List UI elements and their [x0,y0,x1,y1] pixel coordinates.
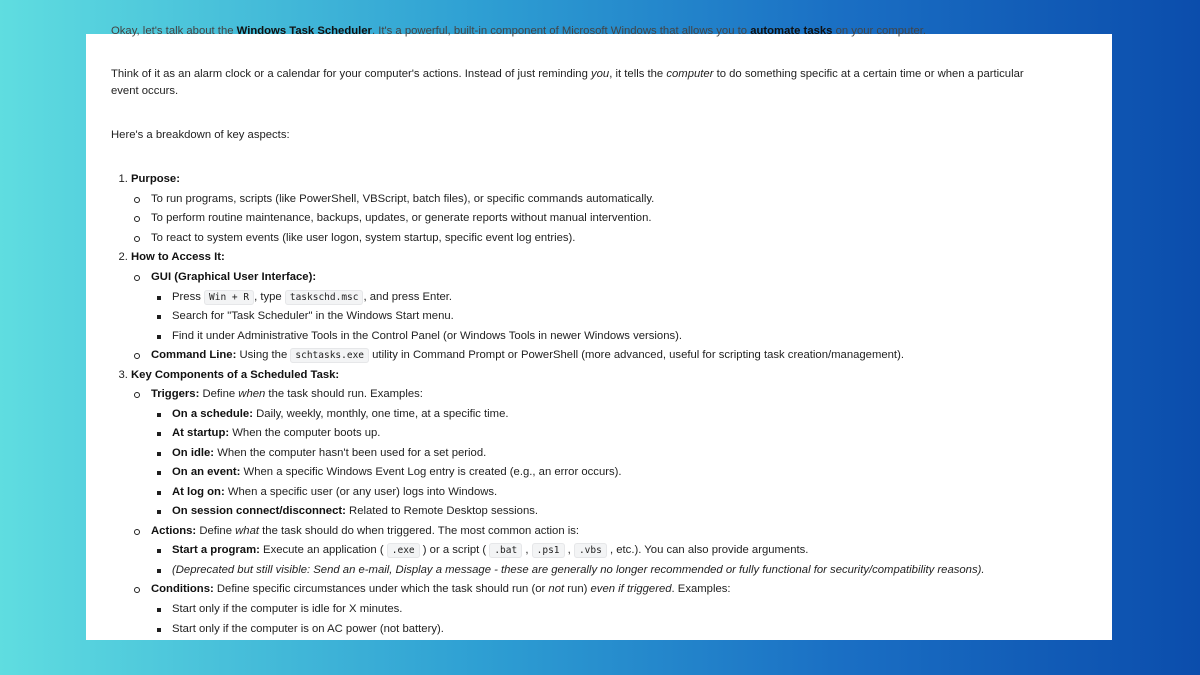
list-item-gui: GUI (Graphical User Interface): Press Win + R , type taskschd.msc , and press Enter. Search for "Task Scheduler" in the Windows Start menu. Find it under Administrative Tools in the Control Panel (or Windows Tools in newer Windows versions). [149,268,1092,346]
list-item: On session connect/disconnect: Related to Remote Desktop sessions. [172,502,1092,522]
list-item: To run programs, scripts (like PowerShell, VBScript, batch files), or specific commands automatically. [149,190,1092,210]
list-item: Start only if the computer is on AC power (not battery). [172,620,1092,640]
list-item: On an event: When a specific Windows Event Log entry is created (e.g., an error occurs). [172,463,1092,483]
code-snippet: Win + R [204,290,254,305]
list-item: (Deprecated but still visible: Send an e-mail, Display a message - these are generally no longer recommended or fully functional for security/compatibility reasons). [172,561,1092,581]
analogy-paragraph: Think of it as an alarm clock or a calendar for your computer's actions. Instead of just reminding you, it tells the computer to do something specific at a certain time or when a particular event occurs. [111,68,1024,97]
section-components [131,366,1092,639]
list-item: Press Win + R , type taskschd.msc , and press Enter. [172,288,1092,308]
list-item: To react to system events (like user logon, system startup, specific event log entries). [149,229,1092,249]
key-aspects-list [111,170,1092,639]
list-item-actions: Actions: Define what the task should do when triggered. The most common action is: Start a program: Execute an application ( .exe ) or a script ( .bat , .ps1 , .vbs , etc.). You can also provide arguments. (Deprecated but still visible: Send an e-mail, Display a message - these are generally no longer recommended or fully functional for security/compatibility reasons). [149,522,1092,581]
list-item: Find it under Administrative Tools in the Control Panel (or Windows Tools in newer Windows versions). [172,327,1092,347]
list-item: Start only if the computer is idle for X minutes. [172,600,1092,620]
code-snippet: taskschd.msc [285,290,364,305]
intro-paragraph-clipped: Okay, let's talk about the Windows Task Scheduler. It's a powerful, built-in component of Microsoft Windows that allows you to automate tasks on your computer. [111,25,927,37]
list-item: To perform routine maintenance, backups, updates, or generate reports without manual intervention. [149,209,1092,229]
code-snippet: .exe [387,543,420,558]
list-item: At log on: When a specific user (or any user) logs into Windows. [172,483,1092,503]
document-panel [86,25,1112,640]
list-item: Search for "Task Scheduler" in the Windows Start menu. [172,307,1092,327]
list-item-cli: Command Line: Using the schtasks.exe utility in Command Prompt or PowerShell (more advanced, useful for scripting task creation/management). [149,346,1092,366]
code-snippet: schtasks.exe [290,348,369,363]
list-item-triggers: Triggers: Define when the task should run. Examples: On a schedule: Daily, weekly, monthly, one time, at a specific time. At startup: When the computer boots up. On idle: When the computer hasn't been used for a set period. On an event: When a specific Windows Event Log entry is created (e.g., an error occurs). At log on: When a specific user (or any user) logs into Windows. On session connect/disconnect: Related to Remote Desktop sessions. [149,385,1092,522]
code-snippet: .ps1 [532,543,565,558]
section-heading: How to Access It: [131,251,225,264]
breakdown-intro: Here's a breakdown of key aspects: [111,129,290,141]
list-item: At startup: When the computer boots up. [172,424,1092,444]
list-item: On idle: When the computer hasn't been used for a set period. [172,444,1092,464]
code-snippet: .bat [489,543,522,558]
section-purpose [131,170,1092,248]
section-heading: Purpose: [131,173,180,185]
section-heading: Key Components of a Scheduled Task: [131,368,340,381]
section-access [131,248,1092,365]
list-item-conditions: Conditions: Define specific circumstances under which the task should run (or not run) even if triggered. Examples: Start only if the computer is idle for X minutes. Start only if the computer is on AC power (not battery). [149,580,1092,639]
code-snippet: .vbs [574,543,607,558]
list-item: Start a program: Execute an application ( .exe ) or a script ( .bat , .ps1 , .vbs , etc.). You can also provide arguments. [172,541,1092,561]
list-item: On a schedule: Daily, weekly, monthly, one time, at a specific time. [172,405,1092,425]
